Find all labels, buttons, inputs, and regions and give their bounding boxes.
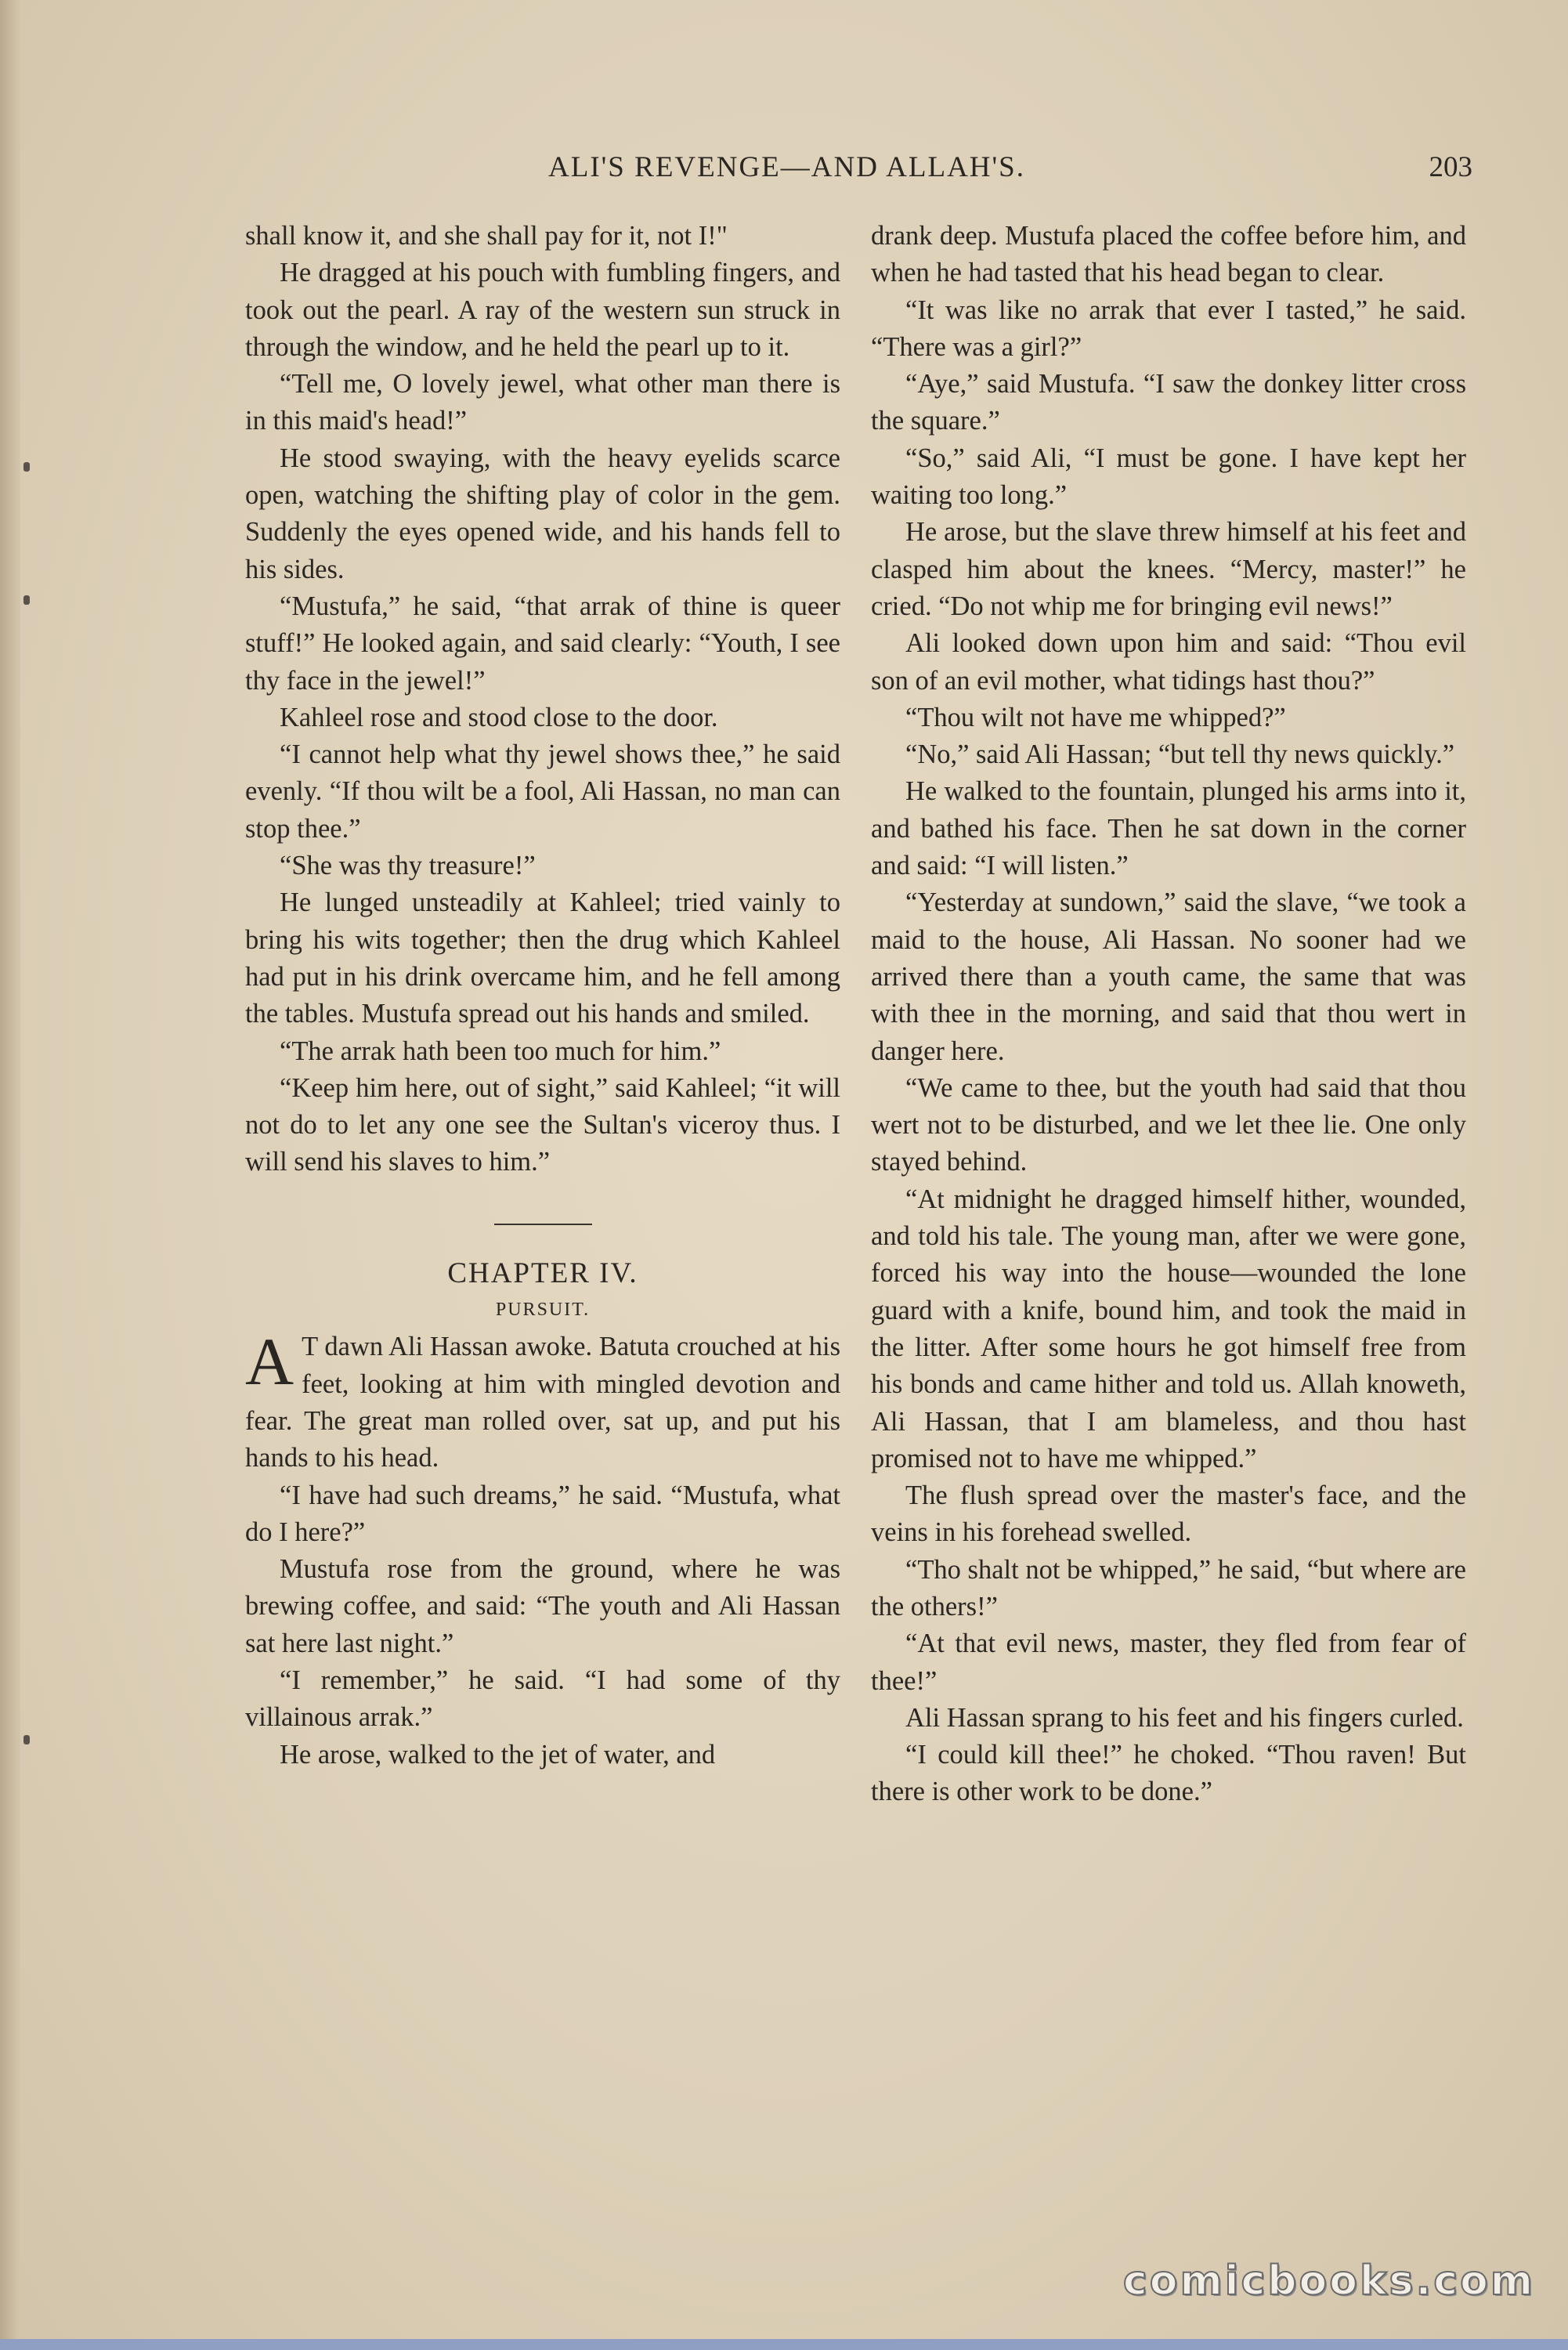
paragraph: “Mustufa,” he said, “that arrak of thine is queer stuff!” He looked again, and said clearly: “Youth, I see thy face in the jewel!” (245, 591, 840, 696)
paragraph: “Tell me, O lovely jewel, what other man there is in this maid's head!” (245, 369, 840, 436)
paragraph: “I remember,” he said. “I had some of thy villainous arrak.” (245, 1665, 840, 1733)
paragraph: He arose, but the slave threw himself at his feet and clasped him about the knees. “Mercy, master!” he cried. “Do not whip me for bringing evil news!” (871, 517, 1466, 621)
paragraph: He arose, walked to the jet of water, and (280, 1739, 716, 1770)
paragraph: “It was like no arrak that ever I tasted,” he said. “There was a girl?” (871, 295, 1466, 362)
watermark-logo: comicbooks.com (1122, 2258, 1535, 2305)
paragraph: “I have had such dreams,” he said. “Mustufa, what do I here?” (245, 1480, 840, 1547)
paragraph: “Thou wilt not have me whipped?” (905, 702, 1286, 732)
paragraph: “Yesterday at sundown,” said the slave, “we took a maid to the house, Ali Hassan. No sooner had we arrived there than a youth came, the same that was with thee in the morning, and said that thou wert in danger here. (871, 888, 1466, 1066)
paragraph: The flush spread over the master's face, and the veins in his forehead swelled. (871, 1480, 1466, 1548)
chapter-opening-text: T dawn Ali Hassan awoke. Batuta crouched at his feet, looking at him with mingled devotion and fear. The great man rolled over, sat up, and put his hands to his head. (245, 1332, 840, 1473)
left-column (245, 218, 840, 1773)
paragraph: “I cannot help what thy jewel shows thee,” he said evenly. “If thou wilt be a fool, Ali Hassan, no man can stop thee.” (245, 739, 840, 844)
paragraph: shall know it, and she shall pay for it, not I!" (245, 221, 728, 251)
paragraph: “So,” said Ali, “I must be gone. I have kept her waiting too long.” (871, 443, 1466, 511)
paragraph: “We came to thee, but the youth had said that thou wert not to be disturbed, and we let thee lie. One only stayed behind. (871, 1072, 1466, 1177)
section-divider (494, 1224, 592, 1225)
chapter-title: CHAPTER IV. (447, 1256, 638, 1289)
left-column-text (245, 218, 840, 1181)
paragraph: Mustufa rose from the ground, where he was brewing coffee, and said: “The youth and Ali Hassan sat here last night.” (245, 1554, 840, 1658)
chapter-opening-paragraph (245, 1324, 840, 1477)
chapter-subtitle: PURSUIT. (495, 1300, 591, 1321)
paragraph: “Tho shalt not be whipped,” he said, “but where are the others!” (871, 1554, 1466, 1622)
paragraph: He walked to the fountain, plunged his arms into it, and bathed his face. Then he sat down in the corner and said: “I will listen.” (871, 776, 1466, 881)
paragraph: “At midnight he dragged himself hither, wounded, and told his tale. The young man, after we were gone, forced his way into the house—wounded the lone guard with a knife, bound him, and took the maid in the litter. After some hours he got himself free from his bonds and came hither and told us. Allah knoweth, Ali Hassan, that I am blameless, and thou hast promised not to have me whipped.” (871, 1184, 1466, 1473)
paragraph: drank deep. Mustufa placed the coffee before him, and when he had tasted that his head began to clear. (871, 221, 1466, 288)
paragraph: Kahleel rose and stood close to the door. (280, 702, 718, 732)
paragraph: “At that evil news, master, they fled from fear of thee!” (871, 1629, 1466, 1696)
paragraph: Ali looked down upon him and said: “Thou evil son of an evil mother, what tidings hast thou?” (871, 628, 1466, 696)
paragraph: “She was thy treasure!” (280, 851, 536, 881)
right-column (871, 218, 1466, 1811)
left-column-text-after (245, 1477, 840, 1773)
paragraph: “I could kill thee!” he choked. “Thou raven! But there is other work to be done.” (871, 1740, 1466, 1807)
scan-bottom-edge (0, 2339, 1568, 2350)
drop-cap: A (245, 1324, 294, 1400)
page-binding-edge (0, 0, 20, 2350)
binding-mark (23, 462, 30, 472)
paragraph: Ali Hassan sprang to his feet and his fingers curled. (905, 1702, 1464, 1733)
paragraph: He stood swaying, with the heavy eyelids scarce open, watching the shifting play of color in the gem. Suddenly the eyes opened wide, and his hands fell to his sides. (245, 443, 840, 584)
running-header (235, 150, 1472, 197)
binding-mark (23, 1735, 30, 1744)
paragraph: “Aye,” said Mustufa. “I saw the donkey litter cross the square.” (871, 369, 1466, 436)
paragraph: “The arrak hath been too much for him.” (280, 1036, 721, 1066)
paragraph: He dragged at his pouch with fumbling fingers, and took out the pearl. A ray of the western sun struck in through the window, and he held the pearl up to it. (245, 258, 840, 362)
binding-mark (23, 595, 30, 605)
paragraph: He lunged unsteadily at Kahleel; tried vainly to bring his wits together; then the drug which Kahleel had put in his drink overcame him, and he fell among the tables. Mustufa spread out his hands and smiled. (245, 888, 840, 1029)
paragraph: “No,” said Ali Hassan; “but tell thy news quickly.” (905, 739, 1455, 770)
paragraph: “Keep him here, out of sight,” said Kahleel; “it will not do to let any one see the Sultan's viceroy thus. I will send his slaves to him.” (245, 1072, 840, 1177)
right-column-text (871, 218, 1466, 1811)
running-title: ALI'S REVENGE—AND ALLAH'S. (548, 151, 1026, 183)
page-number: 203 (1429, 151, 1472, 183)
